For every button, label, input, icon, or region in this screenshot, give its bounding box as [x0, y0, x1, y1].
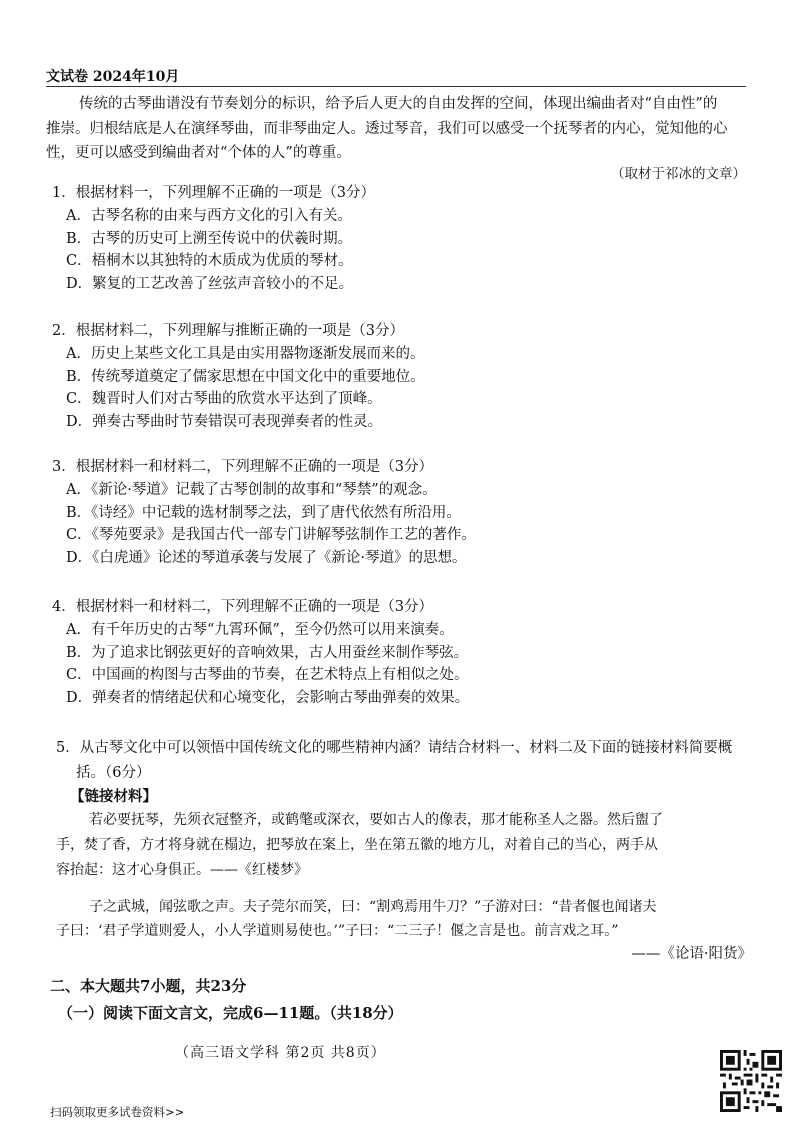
option-c: C．《琴苑要录》是我国古代一部专门讲解琴弦制作工艺的著作。 — [66, 527, 476, 544]
option-c: C．魏晋时人们对古琴曲的欣赏水平达到了顶峰。 — [66, 391, 382, 408]
option-c: C．梧桐木以其独特的木质成为优质的琴材。 — [66, 253, 353, 270]
question-stem: 3．根据材料一和材料二，下列理解不正确的一项是（3分） — [52, 459, 433, 475]
option-b: B．古琴的历史可上溯至传说中的伏羲时期。 — [66, 230, 353, 247]
option-d: D．弹奏者的情绪起伏和心境变化，会影响古琴曲弹奏的效果。 — [66, 690, 470, 707]
option-b: B．传统琴道奠定了儒家思想在中国文化中的重要地位。 — [66, 368, 425, 385]
option-a: A．《新论·琴道》记载了古琴创制的故事和“琴禁”的观念。 — [66, 481, 437, 498]
option-b: B．为了追求比钢弦更好的音响效果，古人用蚕丝来制作琴弦。 — [66, 644, 469, 661]
page-header: 文试卷 2024年10月 — [46, 69, 180, 85]
option-a: A．历史上某些文化工具是由实用器物逐渐发展而来的。 — [66, 345, 425, 362]
question-2 — [52, 320, 425, 434]
quote-line: 子之武城，闻弦歌之声。夫子莞尔而笑，曰：“割鸡焉用牛刀？”子游对曰：“昔者偃也闻诸夫 — [89, 899, 657, 915]
quote-line: 若必要抚琴，先须衣冠整齐，或鹤氅或深衣，要如古人的像表，那才能称圣人之器。然后盥了 — [89, 812, 663, 828]
page-footer: （高三语文学科 第2页 共8页） — [175, 1045, 386, 1061]
question-1 — [52, 182, 375, 296]
source-note: （取材于祁冰的文章） — [611, 166, 746, 182]
quote-attribution: ——《论语·阳货》 — [631, 946, 752, 962]
question-5 — [56, 736, 756, 810]
link-material-title: 【链接材料】 — [70, 788, 157, 805]
intro-line: 性，更可以感受到编曲者对“个体的人”的尊重。 — [46, 145, 351, 161]
question-stem: 括。（6分） — [76, 764, 151, 781]
intro-line: 传统的古琴曲谱没有节奏划分的标识，给予后人更大的自由发挥的空间，体现出编曲者对“自由性”的 — [79, 96, 718, 112]
quote-line: 容抬起：这才心身俱正。——《红楼梦》 — [56, 862, 308, 878]
question-stem: 1．根据材料一，下列理解不正确的一项是（3分） — [52, 185, 375, 201]
option-b: B．《诗经》中记载的选材制琴之法，到了唐代依然有所沿用。 — [66, 504, 461, 521]
section-2-title: 二、本大题共7小题，共23分 — [50, 977, 247, 995]
option-d: D．弹奏古琴曲时节奏错误可表现弹奏者的性灵。 — [66, 414, 383, 431]
question-stem: 5．从古琴文化中可以领悟中国传统文化的哪些精神内涵？请结合材料一、材料二及下面的链接材料简要概 — [56, 740, 733, 756]
option-d: D．《白虎通》论述的琴道承袭与发展了《新论·琴道》的思想。 — [66, 550, 467, 567]
quote-hongloumeng — [56, 808, 756, 883]
section-2-subtitle: （一）阅读下面文言文，完成6—11题。（共18分） — [58, 1004, 403, 1022]
option-c: C．中国画的构图与古琴曲的节奏，在艺术特点上有相似之处。 — [66, 667, 469, 684]
question-4 — [52, 596, 469, 710]
intro-paragraph — [46, 92, 756, 166]
header-rule — [46, 86, 746, 87]
question-stem: 2．根据材料二，下列理解与推断正确的一项是（3分） — [52, 323, 404, 339]
question-stem: 4．根据材料一和材料二，下列理解不正确的一项是（3分） — [52, 599, 433, 615]
scan-note: 扫码领取更多试卷资料>> — [50, 1105, 185, 1119]
quote-lunyu — [56, 895, 756, 943]
option-a: A．有千年历史的古琴“九霄环佩”，至今仍然可以用来演奏。 — [66, 621, 454, 638]
question-3 — [52, 456, 476, 570]
option-d: D．繁复的工艺改善了丝弦声音较小的不足。 — [66, 276, 354, 293]
intro-line: 推崇。归根结底是人在演绎琴曲，而非琴曲定人。透过琴音，我们可以感受一个抚琴者的内心，觉知他的心 — [46, 120, 728, 137]
option-a: A．古琴名称的由来与西方文化的引入有关。 — [66, 207, 352, 224]
quote-line: 手，焚了香，方才将身就在榻边，把琴放在案上，坐在第五徽的地方儿，对着自己的当心，两手从 — [56, 837, 658, 853]
quote-line: 子曰：‘君子学道则爱人，小人学道则易使也。’”子曰：“二三子！偃之言是也。前言戏之耳。” — [56, 923, 619, 939]
qr-code-icon[interactable] — [720, 1050, 782, 1112]
